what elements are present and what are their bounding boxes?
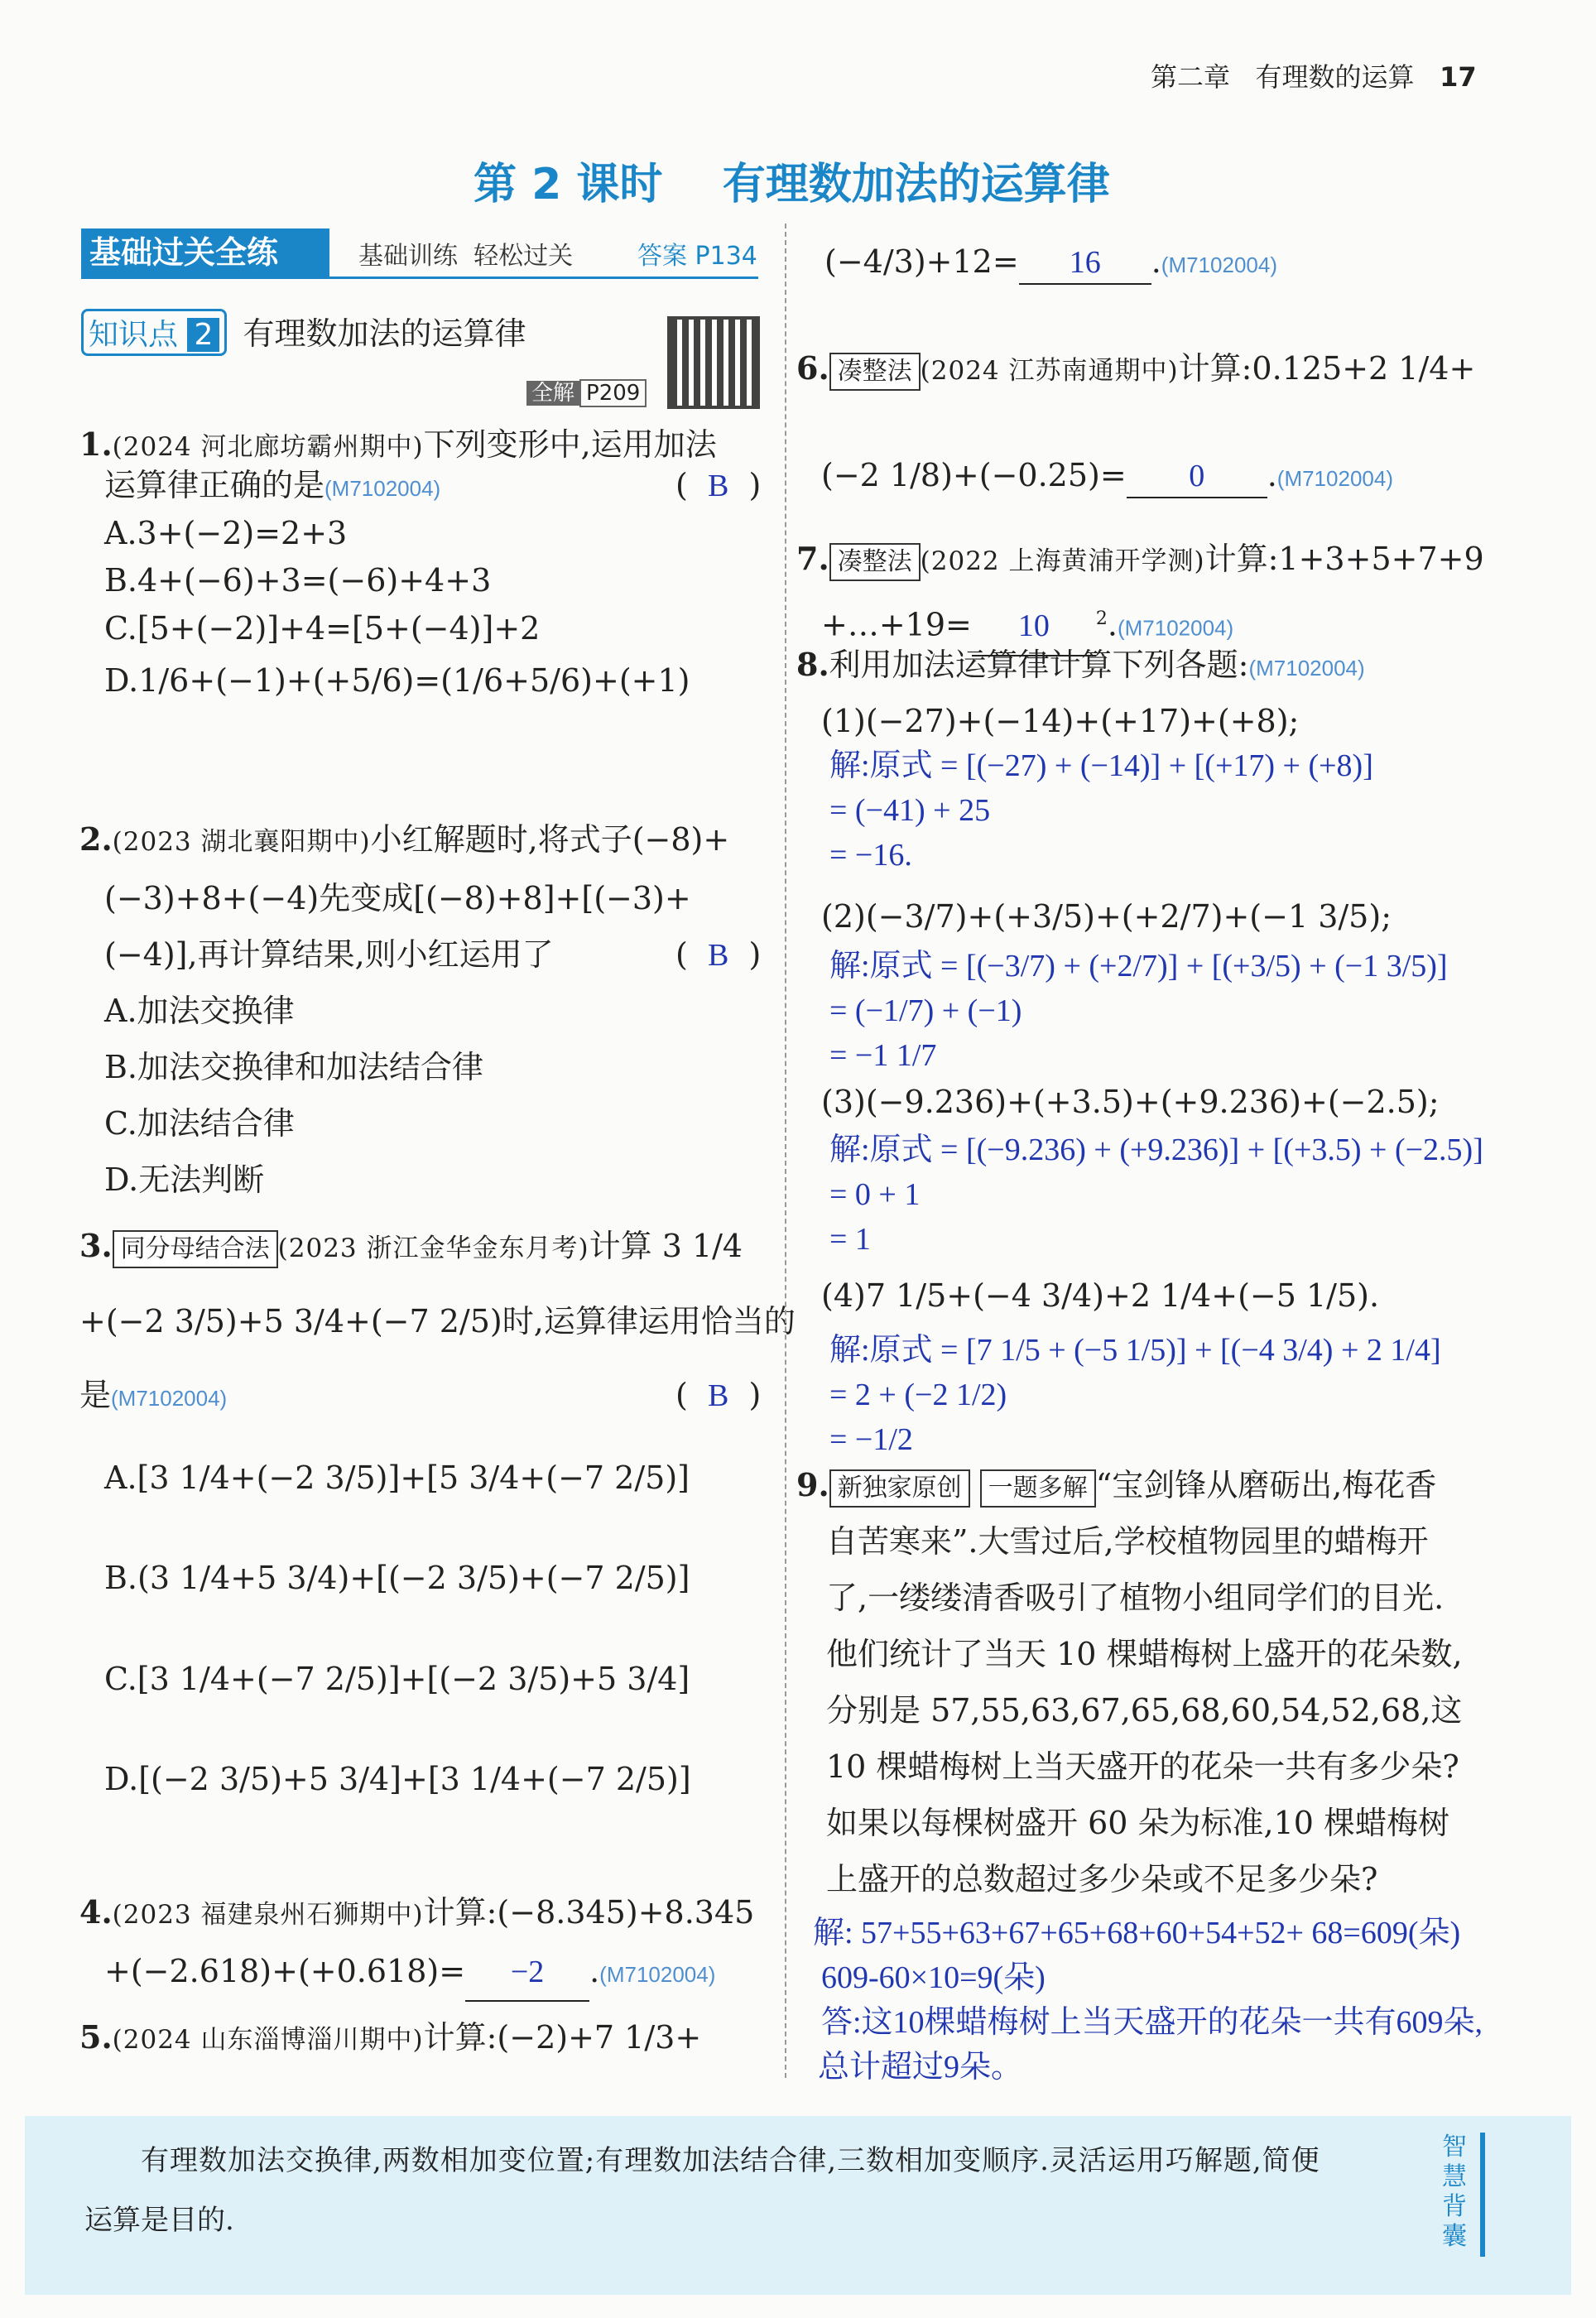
knowledge-badge-text: 知识点 xyxy=(89,318,179,352)
q5-answer: 16 xyxy=(1019,243,1151,285)
q9-sol-1: 609-60×10=9(朵) xyxy=(821,1960,1046,1995)
q3-option-c: C.[3 1/4+(−7 2/5)]+[(−2 3/5)+5 3/4] xyxy=(104,1660,690,1697)
q2-answer: B xyxy=(707,938,729,973)
q6-code: (M7102004) xyxy=(1276,466,1393,491)
q2-option-a: A.加法交换律 xyxy=(104,993,295,1029)
q1-option-d: D.1/6+(−1)+(+5/6)=(1/6+5/6)+(+1) xyxy=(104,661,690,699)
q9-line-3: 他们统计了当天 10 棵蜡梅树上盛开的花朵数, xyxy=(826,1636,1463,1672)
q1-option-b: B.4+(−6)+3=(−6)+4+3 xyxy=(104,562,492,599)
q8-s1-0: 解:原式 = [(−27) + (−14)] + [(+17) + (+8)] xyxy=(829,748,1373,783)
question-3: 3. 同分母结合法 (2023 浙江金华金东月考)计算 3 1/4 +(−2 3/5)+5 3/4+(−7 2/5)时,运算律运用恰当的 是(M7102004) ( B ) A.[3 1/4+(−2 3/5)]+[5 3/4+(−7 2/5)] B.(3 1/4+5 3/4)+[(−2 3/5)+(−7 2/5)] C.[3 1/4+(−7 2/5)]+[(−2 3/5)+5 3/4] D.[(−2 3/5)+5 3/4]+[3 1/4+(−7 2/5)] xyxy=(79,1225,758,1800)
question-5 xyxy=(79,2017,758,2058)
tip-line-1: 有理数加法交换律,两数相加变位置;有理数加法结合律,三数相加变顺序.灵活运用巧解题,简便 xyxy=(141,2144,1320,2177)
full-solution-tag xyxy=(526,376,647,406)
question-8 xyxy=(796,642,1583,1462)
q9-sol-0: 解: 57+55+63+67+65+68+60+54+52+ 68=609(朵) xyxy=(813,1916,1461,1950)
banner-answer: 答案 P134 xyxy=(637,242,757,271)
q2-l2: (−3)+8+(−4)先变成[(−8)+8]+[(−3)+ xyxy=(104,880,691,916)
q3-src: (2023 浙江金华金东月考) xyxy=(277,1234,589,1263)
q3-option-d: D.[(−2 3/5)+5 3/4]+[3 1/4+(−7 2/5)] xyxy=(104,1760,691,1797)
q2-option-d: D.无法判断 xyxy=(104,1161,265,1198)
q8-s4-0: 解:原式 = [7 1/5 + (−5 1/5)] + [(−4 3/4) + 2 1/4] xyxy=(829,1333,1441,1368)
q2-l1: 小红解题时,将式子(−8)+ xyxy=(370,821,730,858)
q7-tag: 凑整法 xyxy=(829,543,921,581)
q4-l1: 计算:(−8.345)+8.345 xyxy=(423,1894,755,1931)
section-label: 有理数的运算 xyxy=(1255,61,1415,93)
q1-num: 1. xyxy=(79,426,113,463)
q4-src: (2023 福建泉州石狮期中) xyxy=(112,1900,424,1930)
q2-l3: (−4)],再计算结果,则小红运用了 xyxy=(104,936,554,973)
question-6: 6. 凑整法 (2024 江苏南通期中)计算:0.125+2 1/4+ (−2 1/8)+(−0.25)= 0 .(M7102004) xyxy=(796,348,1500,498)
q7-src: (2022 上海黄浦开学测) xyxy=(920,546,1205,576)
q9-sol-3: 总计超过9朵。 xyxy=(818,2050,1023,2085)
q7-l1: 计算:1+3+5+7+9 xyxy=(1204,541,1484,577)
q9-sol-2: 答:这10棵蜡梅树上当天盛开的花朵一共有609朵, xyxy=(821,2005,1483,2040)
full-page: P209 xyxy=(579,379,647,407)
q3-option-a: A.[3 1/4+(−2 3/5)]+[5 3/4+(−7 2/5)] xyxy=(104,1459,690,1496)
q8-p4: (4)7 1/5+(−4 3/4)+2 1/4+(−5 1/5). xyxy=(821,1277,1380,1314)
q8-text: 利用加法运算律计算下列各题: xyxy=(829,647,1249,683)
knowledge-badge xyxy=(81,309,227,356)
q8-s3-2: = 1 xyxy=(829,1222,871,1257)
q2-src: (2023 湖北襄阳期中) xyxy=(112,827,371,857)
q7-sup: 2 xyxy=(1095,608,1108,629)
q7-answer: 10 xyxy=(972,597,1096,656)
q1-option-c: C.[5+(−2)]+4=[5+(−4)]+2 xyxy=(104,609,541,647)
q1-code: (M7102004) xyxy=(324,476,441,502)
q3-l2: +(−2 3/5)+5 3/4+(−7 2/5)时,运算律运用恰当的 xyxy=(79,1303,796,1339)
q4-l2: +(−2.618)+(+0.618)= xyxy=(104,1953,466,1989)
q8-p2: (2)(−3/7)+(+3/5)+(+2/7)+(−1 3/5); xyxy=(821,898,1392,935)
q8-s2-0: 解:原式 = [(−3/7) + (+2/7)] + [(+3/5) + (−1 3/5)] xyxy=(829,949,1448,983)
tip-side-label: 智慧背囊 xyxy=(1442,2133,1467,2251)
knowledge-num: 2 xyxy=(187,318,219,352)
q4-num: 4. xyxy=(79,1893,113,1931)
chapter-label: 第二章 xyxy=(1151,61,1231,93)
q1-text1: 下列变形中,运用加法 xyxy=(423,426,717,463)
q9-line-5: 10 棵蜡梅树上当天盛开的花朵一共有多少朵? xyxy=(826,1748,1459,1785)
q4-code: (M7102004) xyxy=(599,1962,716,1987)
tip-side-bar xyxy=(1480,2133,1485,2257)
q9-tag1: 新独家原创 xyxy=(829,1469,970,1508)
q2-num: 2. xyxy=(79,820,113,858)
question-5-cont: (−4/3)+12= 16 .(M7102004) xyxy=(824,242,1277,285)
q6-answer: 0 xyxy=(1127,456,1267,498)
q9-line-4: 分别是 57,55,63,67,65,68,60,54,52,68,这 xyxy=(826,1692,1463,1729)
q3-tag: 同分母结合法 xyxy=(113,1230,278,1268)
q1-src: (2024 河北廊坊霸州期中) xyxy=(112,432,424,462)
tip-line-2: 运算是目的. xyxy=(84,2204,234,2237)
q9-line-7: 上盛开的总数超过多少朵或不足多少朵? xyxy=(826,1861,1378,1897)
banner-underline xyxy=(81,277,758,279)
q6-l1: 计算:0.125+2 1/4+ xyxy=(1178,350,1476,387)
page-number: 17 xyxy=(1440,61,1477,93)
q7-l2: +…+19= xyxy=(821,606,972,643)
tip-box xyxy=(25,2116,1571,2295)
q8-s1-2: = −16. xyxy=(829,838,912,873)
q9-line-2: 了,一缕缕清香吸引了植物小组同学们的目光. xyxy=(826,1580,1445,1616)
q6-l2: (−2 1/8)+(−0.25)= xyxy=(821,457,1127,493)
q3-l3: 是 xyxy=(79,1377,112,1414)
banner-sub2: 轻松过关 xyxy=(474,242,574,271)
q5-num: 5. xyxy=(79,2018,113,2056)
q7-num: 7. xyxy=(796,540,829,577)
q4-answer: −2 xyxy=(465,1944,589,2002)
q5-src: (2024 山东淄博淄川期中) xyxy=(112,2025,424,2055)
q8-s4-2: = −1/2 xyxy=(829,1422,913,1457)
q1-option-a: A.3+(−2)=2+3 xyxy=(104,514,348,551)
q8-s3-1: = 0 + 1 xyxy=(829,1177,921,1212)
knowledge-point xyxy=(81,308,526,356)
q6-num: 6. xyxy=(796,349,829,387)
knowledge-title: 有理数加法的运算律 xyxy=(243,315,526,352)
q6-src: (2024 江苏南通期中) xyxy=(920,356,1179,386)
q8-p3: (3)(−9.236)+(+3.5)+(+9.236)+(−2.5); xyxy=(821,1084,1440,1120)
q3-code: (M7102004) xyxy=(111,1386,228,1411)
question-2: 2.(2023 湖北襄阳期中)小红解题时,将式子(−8)+ (−3)+8+(−4)先变成[(−8)+8]+[(−3)+ (−4)],再计算结果,则小红运用了 ( B ) A.加法交换律 B.加法交换律和加法结合律 C.加法结合律 D.无法判断 xyxy=(79,811,758,1208)
question-1: 1.(2024 河北廊坊霸州期中)下列变形中,运用加法 运算律正确的是(M7102004) ( B ) A.3+(−2)=2+3 B.4+(−6)+3=(−6)+4+3 C.[5+(−2)]+4=[5+(−4)]+2 D.1/6+(−1)+(+5/6)=(1/6+5/6)+(+1) xyxy=(79,424,758,701)
question-4: 4.(2023 福建泉州石狮期中)计算:(−8.345)+8.345 +(−2.618)+(+0.618)= −2 .(M7102004) xyxy=(79,1884,758,2003)
q2-option-b: B.加法交换律和加法结合律 xyxy=(104,1049,484,1085)
q8-s1-1: = (−41) + 25 xyxy=(829,793,991,828)
banner-sub xyxy=(358,235,573,272)
column-divider xyxy=(785,224,786,2078)
q2-option-c: C.加法结合律 xyxy=(104,1105,295,1142)
q5-code: (M7102004) xyxy=(1161,252,1277,277)
q9-line-0: “宝剑锋从磨砺出,梅花香 xyxy=(1095,1467,1437,1503)
q3-option-b: B.(3 1/4+5 3/4)+[(−2 3/5)+(−7 2/5)] xyxy=(104,1560,690,1597)
banner-label: 基础过关全练 xyxy=(81,228,329,277)
q8-s3-0: 解:原式 = [(−9.236) + (+9.236)] + [(+3.5) + (−2.5)] xyxy=(829,1133,1483,1167)
question-9 xyxy=(796,1457,1500,2090)
running-header xyxy=(1151,56,1477,94)
q9-tag2: 一题多解 xyxy=(980,1469,1096,1508)
q7-code: (M7102004) xyxy=(1117,615,1234,641)
q3-l1: 计算 3 1/4 xyxy=(589,1228,743,1264)
banner-sub1: 基础训练 xyxy=(358,242,458,271)
q6-tag: 凑整法 xyxy=(829,353,921,391)
q5-l2: (−4/3)+12= xyxy=(824,243,1019,280)
q8-num: 8. xyxy=(796,646,829,683)
section-banner xyxy=(81,228,758,277)
q8-s4-1: = 2 + (−2 1/2) xyxy=(829,1378,1007,1412)
q1-answer: B xyxy=(707,469,729,504)
q9-num: 9. xyxy=(796,1466,829,1503)
q8-p1: (1)(−27)+(−14)+(+17)+(+8); xyxy=(821,703,1300,739)
q8-s2-2: = −1 1/7 xyxy=(829,1038,937,1073)
q1-text2: 运算律正确的是 xyxy=(104,467,325,504)
question-7: 7. 凑整法 (2022 上海黄浦开学测)计算:1+3+5+7+9 +…+19= 10 $^2$.(M7102004) xyxy=(796,530,1500,657)
full-label: 全解 xyxy=(526,381,579,406)
q9-line-6: 如果以每棵树盛开 60 朵为标准,10 棵蜡梅树 xyxy=(826,1805,1450,1841)
q8-s2-1: = (−1/7) + (−1) xyxy=(829,993,1022,1028)
q8-code: (M7102004) xyxy=(1248,656,1365,680)
q3-answer: B xyxy=(707,1378,729,1414)
q3-num: 3. xyxy=(79,1227,113,1264)
qr-code-icon[interactable] xyxy=(667,316,760,409)
q9-line-1: 自苦寒来”.大雪过后,学校植物园里的蜡梅开 xyxy=(826,1523,1429,1560)
q5-l1: 计算:(−2)+7 1/3+ xyxy=(423,2019,702,2056)
lesson-title: 第 2 课时 有理数加法的运算律 xyxy=(474,160,1110,209)
